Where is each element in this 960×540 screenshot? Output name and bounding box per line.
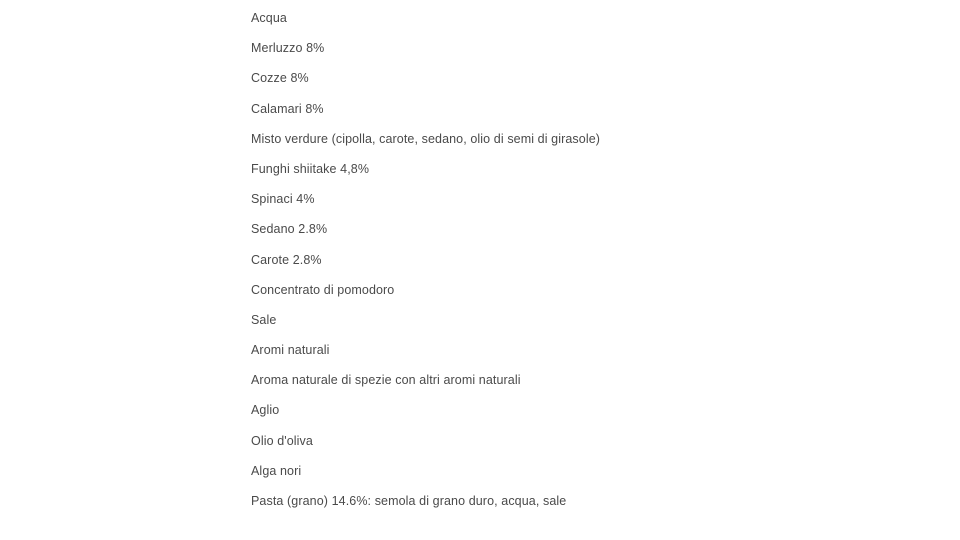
list-item: Sedano 2.8% xyxy=(251,222,328,237)
list-item: Spinaci 4% xyxy=(251,192,315,207)
list-item: Pasta (grano) 14.6%: semola di grano duro, acqua, sale xyxy=(251,494,567,508)
list-item: Carote 2.8% xyxy=(251,252,322,267)
cut-off-text xyxy=(251,522,721,540)
ingredients-list xyxy=(251,8,721,521)
list-item: Acqua xyxy=(251,11,287,25)
list-item: Aglio xyxy=(251,403,280,418)
list-item: Sale xyxy=(251,312,277,327)
list-item: Cozze 8% xyxy=(251,71,309,86)
list-item: Olio d'oliva xyxy=(251,433,313,448)
list-item: Calamari 8% xyxy=(251,101,324,116)
list-item: Concentrato di pomodoro xyxy=(251,282,395,297)
list-item: Alga nori xyxy=(251,463,302,478)
list-item: Merluzzo 8% xyxy=(251,41,325,56)
cut-off-list-item xyxy=(251,518,721,540)
list-item: Aroma naturale di spezie con altri aromi naturali xyxy=(251,373,521,388)
list-item: Misto verdure (cipolla, carote, sedano, olio di semi di girasole) xyxy=(251,131,601,146)
list-item: Aromi naturali xyxy=(251,343,330,358)
list-item: Funghi shiitake 4,8% xyxy=(251,161,370,176)
